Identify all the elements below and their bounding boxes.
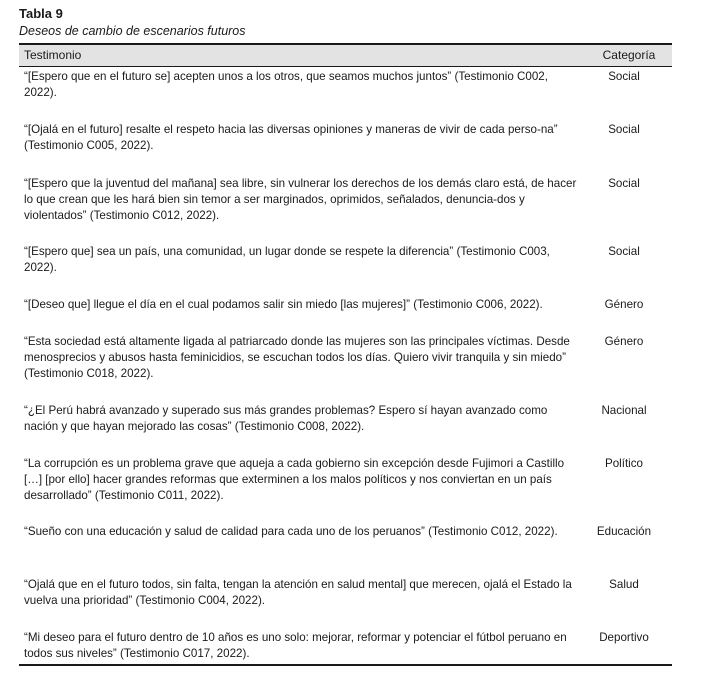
testimonio-cell: “Esta sociedad está altamente ligada al patriarcado donde las mujeres son las principales víctimas. Desde menosprecios y abusos hasta feminicidios, se escuchan todos los días. Quiero vivir tranquila y sin miedo” (Testimonio C018, 2022). [24, 335, 570, 381]
testimonio-cell: “[Deseo que] llegue el día en el cual podamos salir sin miedo [las mujeres]” (Testimonio C006, 2022). [24, 298, 543, 311]
categoria-cell: Deportivo [599, 631, 649, 644]
column-header-categoria: Categoría [602, 48, 656, 62]
table-header-rule [19, 66, 672, 67]
testimonio-cell: “[Espero que en el futuro se] acepten unos a los otros, que seamos muchos juntos” (Testimonio C002, 2022). [24, 70, 548, 100]
testimonio-cell: “Mi deseo para el futuro dentro de 10 años es uno solo: mejorar, reformar y potenciar el fútbol peruano en todos sus niveles” (Testimonio C017, 2022). [24, 631, 567, 661]
testimonio-cell: “¿El Perú habrá avanzado y superado sus más grandes problemas? Espero sí hayan avanzado como nación y que hayan mejorado las cosas” (Testimonio C008, 2022). [24, 404, 548, 434]
categoria-cell: Político [604, 457, 644, 470]
categoria-cell: Salud [609, 578, 639, 591]
table-subtitle: Deseos de cambio de escenarios futuros [19, 24, 246, 38]
table-header-row [19, 45, 672, 66]
categoria-cell: Género [604, 335, 644, 348]
categoria-cell: Educación [596, 525, 652, 538]
categoria-cell: Social [608, 123, 640, 136]
testimonio-cell: “Sueño con una educación y salud de calidad para cada uno de los peruanos” (Testimonio C012, 2022). [24, 525, 558, 538]
testimonio-cell: “Ojalá que en el futuro todos, sin falta, tengan la atención en salud mental] que merecen, ojalá el Estado la vuelva una prioridad” (Testimonio C004, 2022). [24, 578, 572, 608]
categoria-cell: Social [608, 245, 640, 258]
categoria-cell: Social [608, 177, 640, 190]
categoria-cell: Nacional [601, 404, 647, 417]
testimonio-cell: “[Espero que la juventud del mañana] sea libre, sin vulnerar los derechos de los demás claro está, de hacer lo que crean que les hará bien sin temor a ser marginados, oprimidos, señalados, denuncia-dos y violentados” (Testimonio C012, 2022). [24, 177, 577, 223]
table-title: Tabla 9 [19, 6, 63, 21]
table-bottom-rule [19, 664, 672, 666]
testimonio-cell: “[Espero que] sea un país, una comunidad, un lugar donde se respete la diferencia” (Testimonio C003, 2022). [24, 245, 550, 275]
testimonio-cell: “La corrupción es un problema grave que aqueja a cada gobierno sin excepción desde Fujimori a Castillo […] [por ello] hacer grandes reformas que exterminen a los malos políticos y nos conviertan en un país desarrollado” (Testimonio C011, 2022). [24, 457, 565, 503]
categoria-cell: Social [608, 70, 640, 83]
categoria-cell: Género [604, 298, 644, 311]
testimonio-cell: “[Ojalá en el futuro] resalte el respeto hacia las diversas opiniones y maneras de vivir de cada perso-na” (Testimonio C005, 2022). [24, 123, 558, 153]
column-header-testimonio: Testimonio [24, 48, 82, 62]
